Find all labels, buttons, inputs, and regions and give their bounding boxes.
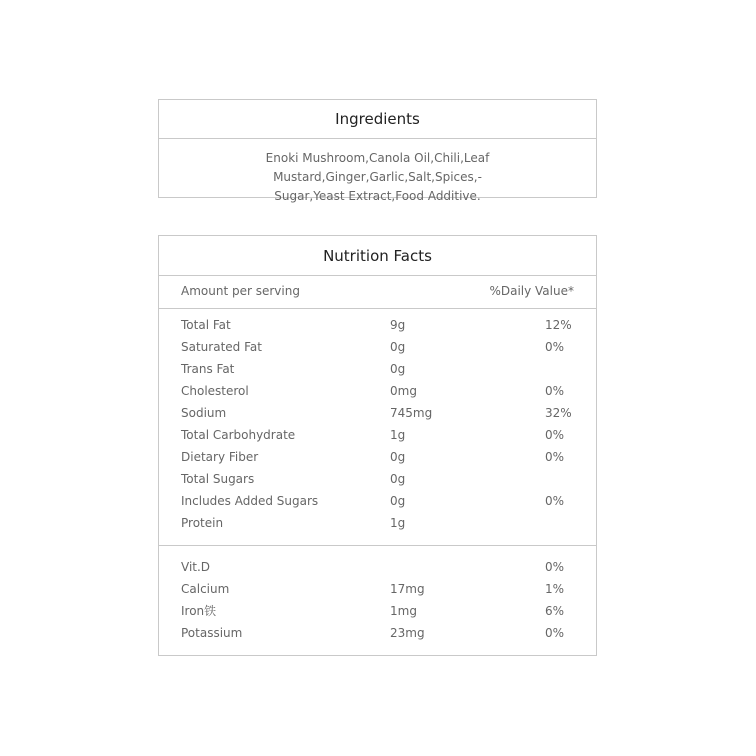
nutrient-amount: 0g (390, 340, 406, 354)
nutrient-row (159, 424, 596, 446)
ingredients-title: Ingredients (159, 100, 596, 139)
nutrient-name: Dietary Fiber (181, 450, 259, 464)
daily-value-label: %Daily Value* (489, 284, 574, 298)
nutrient-row (159, 358, 596, 380)
nutrient-amount: 0g (390, 494, 406, 508)
nutrient-name: Protein (181, 516, 224, 530)
nutrient-amount: 0g (390, 472, 406, 486)
nutrient-daily-value: 0% (545, 450, 565, 464)
nutrition-title: Nutrition Facts (159, 236, 596, 276)
ingredients-line-1: Enoki Mushroom,Canola Oil,Chili,Leaf Mustard,Ginger,Garlic,Salt,Spices,- (265, 151, 490, 184)
nutrient-daily-value: 12% (545, 318, 572, 332)
vitamin-amount: 17mg (390, 582, 425, 596)
nutrient-name: Trans Fat (181, 362, 235, 376)
nutrient-name: Cholesterol (181, 384, 249, 398)
nutrient-amount: 745mg (390, 406, 433, 420)
ingredients-line-2: Sugar,Yeast Extract,Food Additive. (274, 189, 481, 203)
nutrient-daily-value: 0% (545, 384, 565, 398)
ingredients-panel (158, 99, 597, 203)
vitamin-daily-value: 0% (545, 560, 565, 574)
nutrient-name: Includes Added Sugars (181, 494, 319, 508)
vitamin-row (159, 578, 596, 600)
vitamin-name: Iron铁 (181, 604, 217, 618)
vitamin-daily-value: 6% (545, 604, 565, 618)
vitamin-amount: 23mg (390, 626, 425, 640)
nutrient-row (159, 490, 596, 512)
vitamin-name: Potassium (181, 626, 243, 640)
vitamin-daily-value: 0% (545, 626, 565, 640)
nutrition-header-row (159, 276, 596, 309)
nutrient-amount: 0g (390, 362, 406, 376)
nutrient-daily-value: 0% (545, 340, 565, 354)
ingredients-list (159, 139, 596, 206)
vitamin-amount: 1mg (390, 604, 417, 618)
nutrient-row (159, 336, 596, 358)
nutrient-amount: 0mg (390, 384, 417, 398)
nutrient-name: Sodium (181, 406, 227, 420)
vitamin-row (159, 556, 596, 578)
nutrient-amount: 9g (390, 318, 406, 332)
nutrient-daily-value: 0% (545, 428, 565, 442)
nutrient-name: Saturated Fat (181, 340, 262, 354)
nutrient-amount: 1g (390, 516, 406, 530)
vitamin-row (159, 600, 596, 622)
nutrients-section (159, 309, 596, 546)
nutrient-daily-value: 32% (545, 406, 572, 420)
nutrient-daily-value: 0% (545, 494, 565, 508)
vitamin-row (159, 622, 596, 644)
nutrient-amount: 1g (390, 428, 406, 442)
nutrient-row (159, 468, 596, 490)
nutrient-row (159, 314, 596, 336)
amount-per-serving-label: Amount per serving (181, 284, 300, 298)
vitamin-daily-value: 1% (545, 582, 565, 596)
nutrient-row (159, 402, 596, 424)
nutrient-row (159, 446, 596, 468)
nutrient-amount: 0g (390, 450, 406, 464)
nutrient-name: Total Sugars (181, 472, 255, 486)
nutrient-name: Total Carbohydrate (181, 428, 296, 442)
vitamin-name: Calcium (181, 582, 230, 596)
nutrient-row (159, 380, 596, 402)
vitamins-minerals-section (159, 546, 596, 644)
vitamin-name: Vit.D (181, 560, 211, 574)
nutrient-name: Total Fat (181, 318, 231, 332)
nutrient-row (159, 512, 596, 534)
nutrition-facts-panel (158, 235, 597, 656)
